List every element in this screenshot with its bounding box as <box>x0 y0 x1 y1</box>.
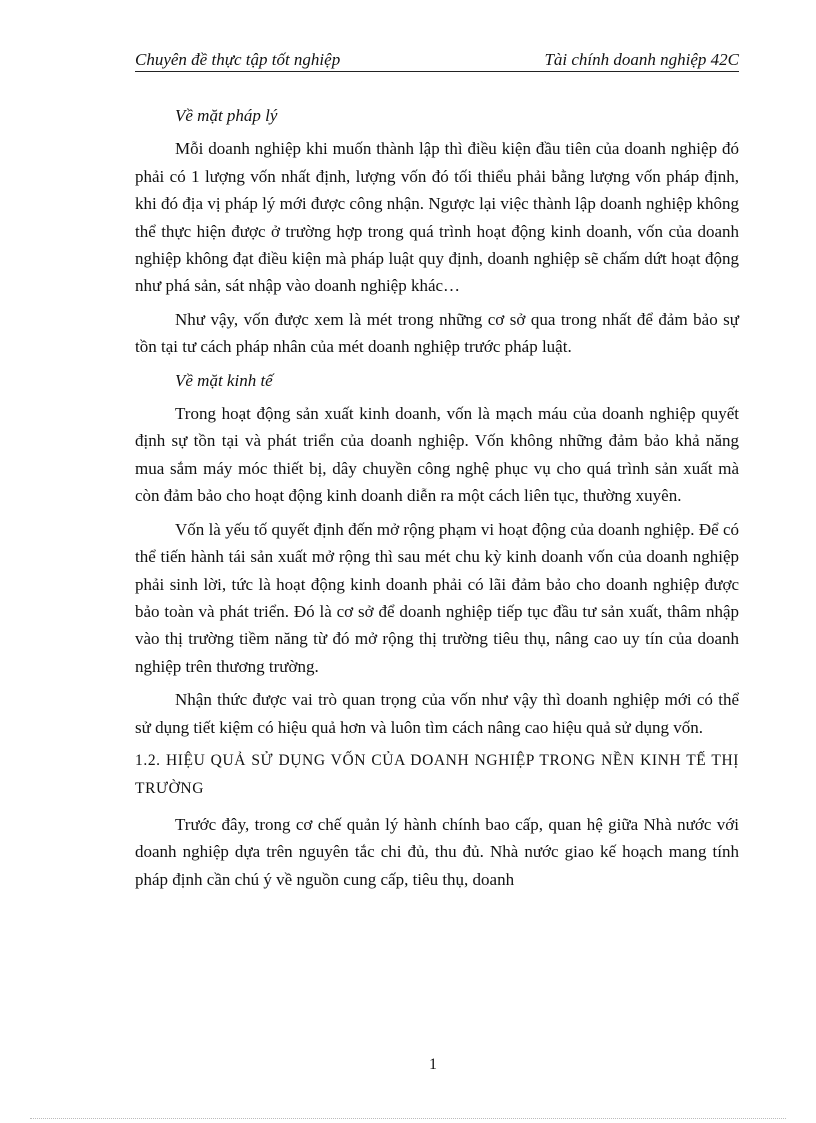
paragraph: Mỗi doanh nghiệp khi muốn thành lập thì điều kiện đầu tiên của doanh nghiệp đó phải có 1 lượng vốn nhất định, lượng vốn đó tối thiểu phải bằng lượng vốn pháp định, khi đó địa vị pháp lý mới được công nhận. Ngược lại việc thành lập doanh nghiệp không thể thực hiện được ở trường hợp trong quá trình hoạt động kinh doanh, vốn của doanh nghiệp không đạt điều kiện mà pháp luật quy định, doanh nghiệp sẽ chấm dứt hoạt động như phá sản, sát nhập vào doanh nghiệp khác… <box>135 139 739 296</box>
paragraph: Nhận thức được vai trò quan trọng của vốn như vậy thì doanh nghiệp mới có thể sử dụng tiết kiệm có hiệu quả hơn và luôn tìm cách nâng cao hiệu quả sử dụng vốn. <box>135 690 739 737</box>
page-bottom-divider <box>30 1118 786 1119</box>
section-heading: 1.2. HIỆU QUẢ SỬ DỤNG VỐN CỦA DOANH NGHIỆP TRONG NỀN KINH TẾ THỊ TRƯỜNG <box>135 751 739 797</box>
subheading-legal: Về mặt pháp lý <box>175 106 278 125</box>
header-right-title: Tài chính doanh nghiệp 42C <box>544 50 739 69</box>
paragraph: Trước đây, trong cơ chế quản lý hành chính bao cấp, quan hệ giữa Nhà nước với doanh nghiệp dựa trên nguyên tắc chi đủ, thu đủ. Nhà nước giao kế hoạch mang tính pháp định cần chú ý về nguồn cung cấp, tiêu thụ, doanh <box>135 814 739 889</box>
paragraph: Như vậy, vốn được xem là mét trong những cơ sở qua trong nhất để đảm bảo sự tồn tại tư cách pháp nhân của mét doanh nghiệp trước pháp luật. <box>135 309 739 357</box>
paragraph: Vốn là yếu tố quyết định đến mở rộng phạm vi hoạt động của doanh nghiệp. Để có thể tiến hành tái sản xuất mở rộng thì sau mét chu kỳ kinh doanh vốn của doanh nghiệp phải sinh lời, tức là hoạt động kinh doanh phải có lãi đảm bảo cho doanh nghiệp được bảo toàn và phát triển. Đó là cơ sở để doanh nghiệp tiếp tục đầu tư sản xuất, thâm nhập vào thị trường tiềm năng từ đó mở rộng thị trường tiêu thụ, nâng cao uy tín của doanh nghiệp trên thương trường. <box>135 519 739 676</box>
document-body <box>135 102 739 899</box>
subheading-economic: Về mặt kinh tế <box>175 370 273 390</box>
page-number: 1 <box>429 1056 437 1073</box>
header-left-title: Chuyên đề thực tập tốt nghiệp <box>135 50 341 69</box>
page-header <box>135 49 739 72</box>
paragraph: Trong hoạt động sản xuất kinh doanh, vốn là mạch máu của doanh nghiệp quyết định sự tồn tại và phát triển của doanh nghiệp. Vốn không những đảm bảo khả năng mua sắm máy móc thiết bị, dây chuyền công nghệ phục vụ cho quá trình sản xuất mà còn đảm bảo cho hoạt động kinh doanh diễn ra một cách liên tục, thường xuyên. <box>135 404 739 506</box>
